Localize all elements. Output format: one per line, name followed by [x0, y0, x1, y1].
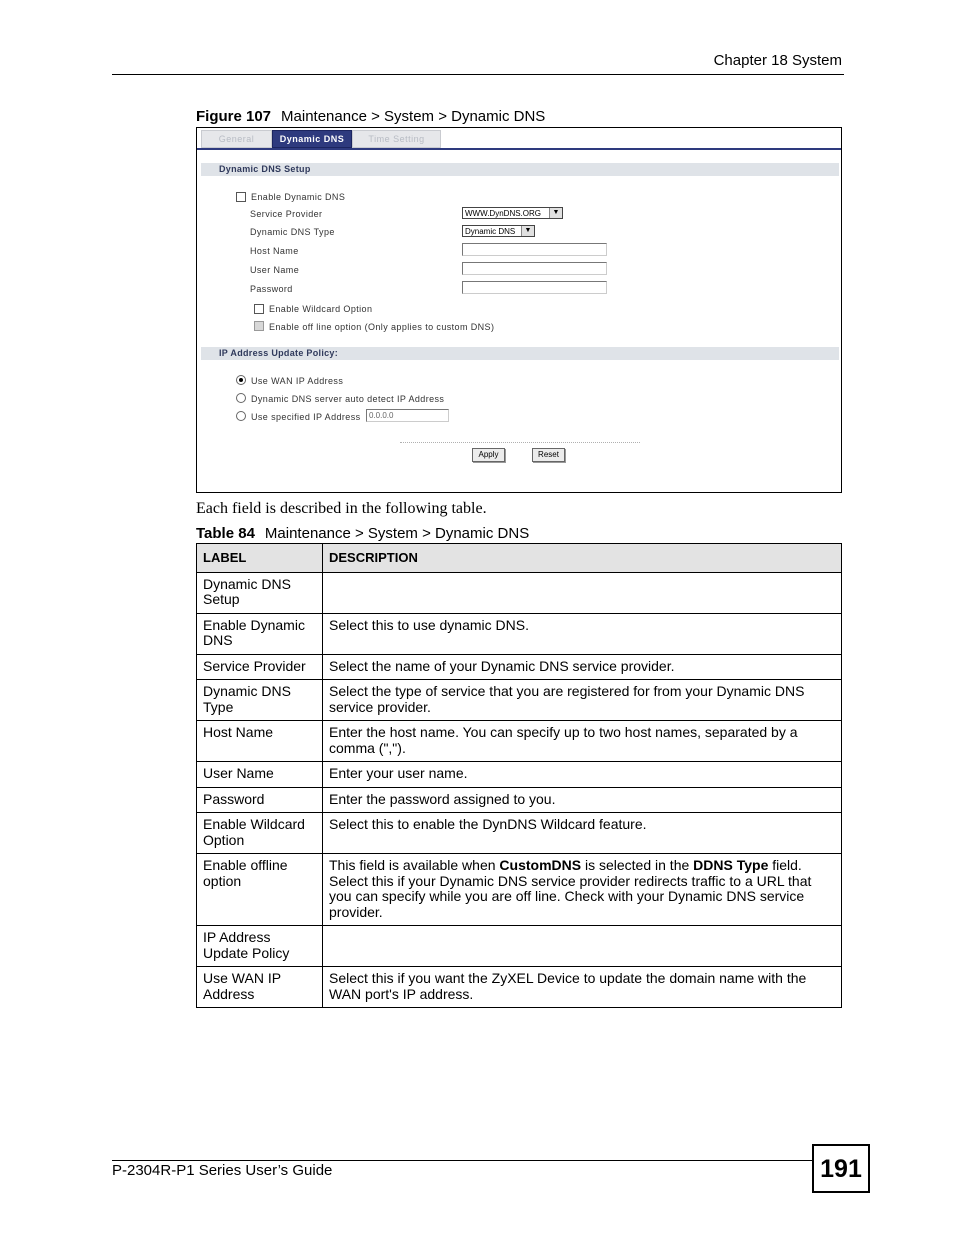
dns-type-value: Dynamic DNS [465, 227, 516, 236]
row-label: Enable offline option [197, 854, 323, 926]
figure-title: Maintenance > System > Dynamic DNS [281, 108, 546, 125]
host-name-input[interactable] [462, 243, 607, 256]
table-row [197, 813, 842, 854]
tab-time-setting[interactable]: Time Setting [352, 130, 441, 148]
specified-ip-input[interactable]: 0.0.0.0 [366, 409, 449, 422]
row-description [323, 854, 842, 926]
auto-detect-label: Dynamic DNS server auto detect IP Address [251, 394, 445, 404]
page-number: 191 [812, 1144, 870, 1193]
row-description: Enter your user name. [323, 762, 842, 788]
row-description: Enter the host name. You can specify up to two host names, separated by a comma (","). [323, 721, 842, 762]
column-header-description: DESCRIPTION [323, 544, 842, 573]
row-description: Enter the password assigned to you. [323, 787, 842, 813]
use-specified-ip-label: Use specified IP Address [251, 412, 361, 422]
row-description: Select this to enable the DynDNS Wildcard feature. [323, 813, 842, 854]
dns-type-label: Dynamic DNS Type [250, 227, 335, 237]
header-rule [112, 74, 844, 75]
row-label: Enable Dynamic DNS [197, 613, 323, 654]
user-name-input[interactable] [462, 262, 607, 275]
row-description: Select this to use dynamic DNS. [323, 613, 842, 654]
table-caption [196, 525, 529, 542]
tab-underline [197, 148, 841, 150]
field-description-table [196, 543, 842, 1008]
table-header-row [197, 544, 842, 573]
password-label: Password [250, 284, 293, 294]
figure-caption [196, 108, 545, 125]
service-provider-value: WWW.DynDNS.ORG [465, 209, 541, 218]
row-description: Select this if you want the ZyXEL Device to update the domain name with the WAN port's IP address. [323, 967, 842, 1008]
desc-bold-ddns-type: DDNS Type [693, 857, 769, 873]
table-title: Maintenance > System > Dynamic DNS [264, 525, 530, 542]
chevron-down-icon: ▼ [549, 208, 562, 218]
table-number: Table 84 [196, 525, 255, 542]
tab-bar [197, 128, 841, 149]
intro-paragraph: Each field is described in the following table. [196, 500, 487, 517]
use-specified-ip-radio[interactable] [236, 411, 246, 421]
row-label: User Name [197, 762, 323, 788]
column-header-label: LABEL [197, 544, 323, 573]
row-label: IP Address Update Policy [197, 926, 323, 967]
host-name-label: Host Name [250, 246, 299, 256]
row-label: Password [197, 787, 323, 813]
use-wan-ip-radio[interactable] [236, 375, 246, 385]
section-dynamic-dns-setup: Dynamic DNS Setup [201, 163, 839, 176]
table-row [197, 654, 842, 680]
offline-label: Enable off line option (Only applies to custom DNS) [269, 322, 495, 332]
section-ip-update-policy: IP Address Update Policy: [201, 347, 839, 360]
service-provider-select[interactable] [462, 207, 563, 219]
password-input[interactable] [462, 281, 607, 294]
row-description: Select the type of service that you are registered for from your Dynamic DNS service provider. [323, 680, 842, 721]
row-label: Use WAN IP Address [197, 967, 323, 1008]
table-row [197, 762, 842, 788]
enable-dynamic-dns-label: Enable Dynamic DNS [251, 192, 346, 202]
tab-dynamic-dns[interactable]: Dynamic DNS [272, 130, 352, 148]
footer-rule [112, 1160, 812, 1161]
desc-part: field. Select this if your Dynamic DNS service provider redirects traffic to a URL that you can specify while you are off line. Check with your Dynamic DNS service provider. [329, 857, 812, 920]
table-row [197, 926, 842, 967]
row-label: Dynamic DNS Setup [197, 572, 323, 613]
chapter-header: Chapter 18 System [713, 52, 842, 69]
desc-part: This field is available when [329, 857, 500, 873]
row-label: Dynamic DNS Type [197, 680, 323, 721]
row-description [323, 926, 842, 967]
enable-dynamic-dns-checkbox[interactable] [236, 192, 246, 202]
table-row [197, 721, 842, 762]
figure-number: Figure 107 [196, 108, 272, 125]
offline-checkbox[interactable] [254, 321, 264, 331]
table-row [197, 572, 842, 613]
row-description: Select the name of your Dynamic DNS service provider. [323, 654, 842, 680]
use-wan-ip-label: Use WAN IP Address [251, 376, 344, 386]
table-row [197, 613, 842, 654]
table-row [197, 967, 842, 1008]
tab-general[interactable]: General [201, 130, 272, 148]
row-label: Service Provider [197, 654, 323, 680]
service-provider-label: Service Provider [250, 209, 323, 219]
desc-part: is selected in the [581, 857, 694, 873]
reset-button[interactable]: Reset [532, 448, 565, 462]
wildcard-label: Enable Wildcard Option [269, 304, 373, 314]
wildcard-checkbox[interactable] [254, 304, 264, 314]
row-label: Enable Wildcard Option [197, 813, 323, 854]
user-name-label: User Name [250, 265, 300, 275]
footer-guide-title: P-2304R-P1 Series User’s Guide [112, 1162, 333, 1179]
table-row [197, 787, 842, 813]
chevron-down-icon: ▼ [521, 226, 534, 236]
auto-detect-radio[interactable] [236, 393, 246, 403]
button-divider [400, 442, 640, 443]
row-description [323, 572, 842, 613]
dns-type-select[interactable] [462, 225, 535, 237]
dynamic-dns-screenshot [196, 127, 842, 493]
table-row [197, 680, 842, 721]
row-label: Host Name [197, 721, 323, 762]
apply-button[interactable]: Apply [472, 448, 505, 462]
desc-bold-customdns: CustomDNS [499, 857, 582, 873]
table-row [197, 854, 842, 926]
